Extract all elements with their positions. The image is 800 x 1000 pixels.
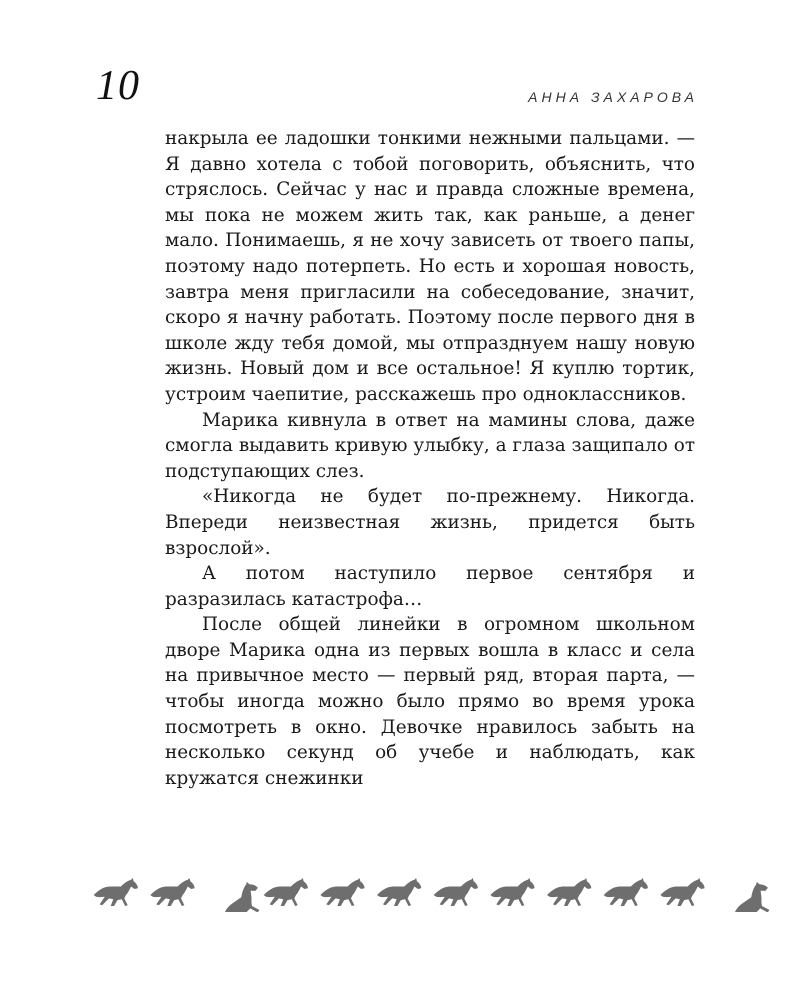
galloping-horse-icon — [264, 878, 308, 906]
horse-border-ornament — [90, 866, 770, 912]
galloping-horse-icon — [604, 878, 648, 906]
body-text — [165, 126, 695, 791]
galloping-horse-icon — [547, 878, 591, 906]
galloping-horse-icon — [211, 879, 269, 912]
galloping-horse-icon — [660, 878, 704, 906]
running-head-author: АННА ЗАХАРОВА — [528, 89, 698, 105]
galloping-horse-icon — [490, 878, 534, 906]
galloping-horse-icon — [150, 878, 194, 906]
paragraph-quote: «Никогда не будет по-прежнему. Никогда. Впереди неизвестная жизнь, придется быть взрослой». — [165, 486, 695, 559]
galloping-horse-icon — [434, 878, 478, 906]
galloping-horse-icon — [721, 879, 770, 912]
galloping-horse-icon — [377, 878, 421, 906]
paragraph: А потом наступило первое сентября и разразилась катастрофа… — [165, 563, 695, 610]
paragraph: Марика кивнула в ответ на мамины слова, даже смогла выдавить кривую улыбку, а глаза защипало от подступающих слез. — [165, 409, 695, 482]
galloping-horse-icon — [320, 878, 364, 906]
paragraph: После общей линейки в огромном школьном дворе Марика одна из первых вошла в класс и села на привычное место — первый ряд, вторая парта, — чтобы иногда можно было прямо во время урока посмотреть в окно. Девочке нравилось забыть на несколько секунд об учебе и наблюдать, как кружатся снежинки — [165, 614, 695, 789]
galloping-horse-icon — [94, 878, 138, 906]
page-number: 10 — [96, 63, 140, 109]
paragraph-continuation: накрыла ее ладошки тонкими нежными пальцами. — Я давно хотела с тобой поговорить, объяснить, что стряслось. Сейчас у нас и правда сложные времена, мы пока не можем жить так, как раньше, а денег мало. Понимаешь, я не хочу зависеть от твоего папы, поэтому надо потерпеть. Но есть и хорошая новость, завтра меня пригласили на собеседование, значит, скоро я начну работать. Поэтому после первого дня в школе жду тебя домой, мы отпразднуем нашу новую жизнь. Новый дом и все остальное! Я куплю тортик, устроим чаепитие, расскажешь про одноклассников. — [165, 128, 695, 405]
